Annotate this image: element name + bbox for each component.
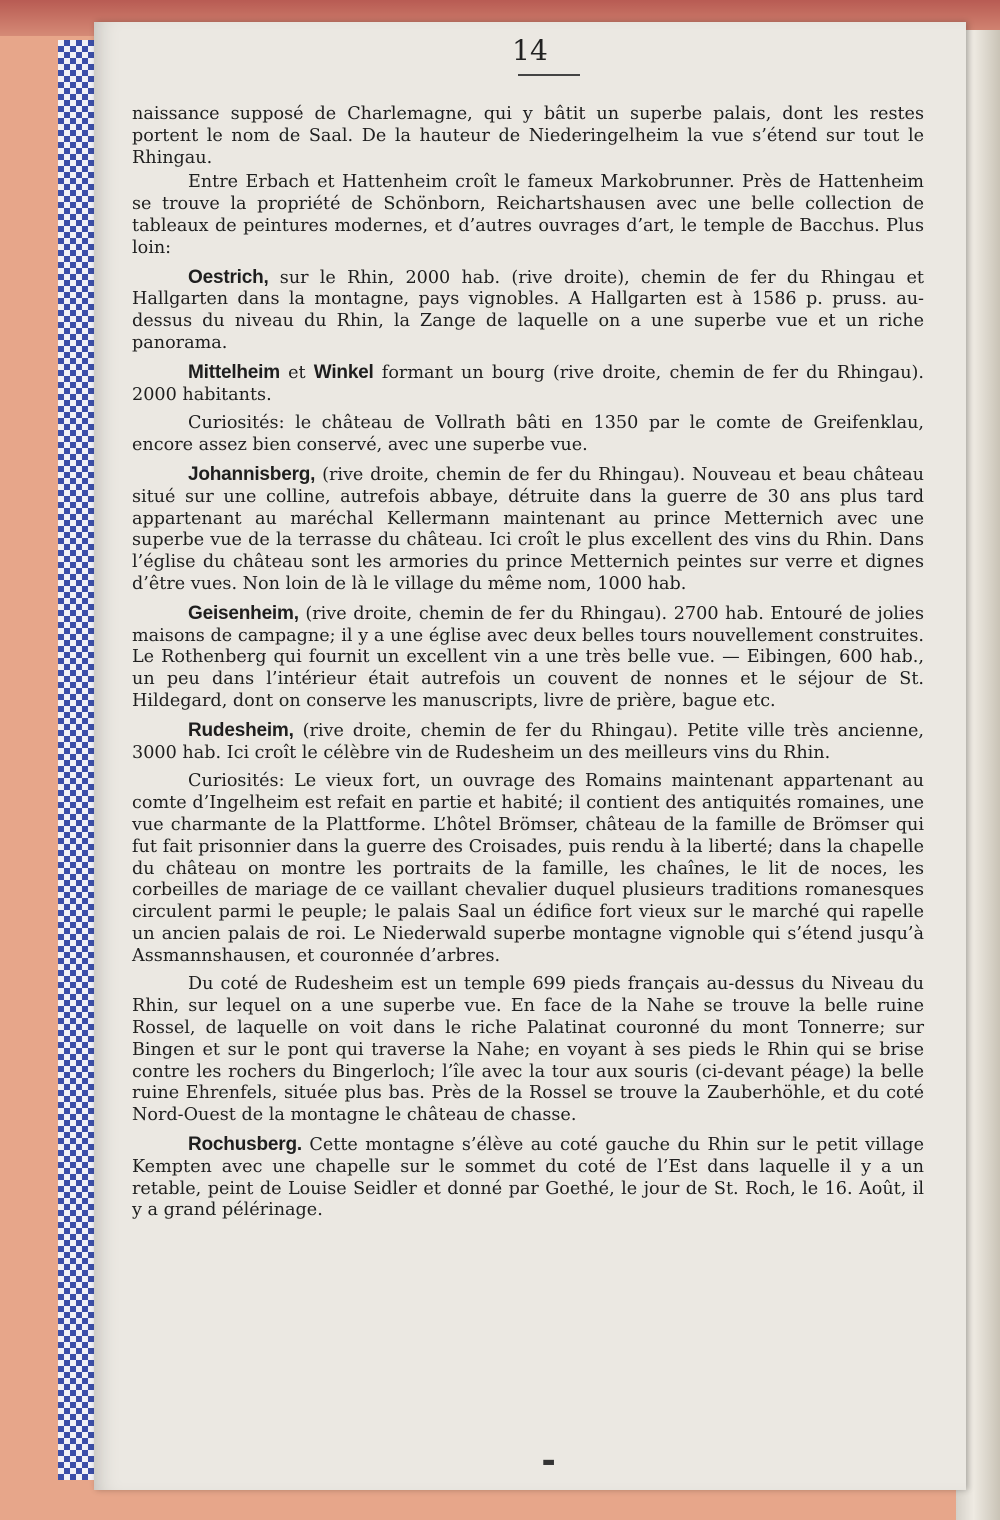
paragraph-johannisberg: Johannisberg, (rive droite, chemin de fer du Rhingau). Nouveau et beau château situé sur une colline, autrefois abbaye, détruite dans la guerre de 30 ans plus tard appartenant au maréchal Kellermann maintenant au prince Metternich avec une superbe vue de la terrasse du château. Ici croît le plus excellent des vins du Rhin. Dans l’église du château sont les armories du prince Metternich peintes sur verre et dignes d’être vues. Non loin de là le village du même nom, 1000 hab. [132,463,924,594]
page-number-rule [518,74,580,76]
checkered-binding [58,40,98,1480]
paragraph-oestrich: Oestrich, sur le Rhin, 2000 hab. (rive droite), chemin de fer du Rhingau et Hallgarten dans la montagne, pays vignobles. A Hallgarten est à 1586 p. pruss. au-dessus du niveau du Rhin, la Zange de laquelle on a une superbe vue et un riche panorama. [132,266,924,353]
paragraph-continuation: naissance supposé de Charlemagne, qui y bâtit un superbe palais, dont les restes portent le nom de Saal. De la hauteur de Niederingelheim la vue s’étend sur tout le Rhingau. [132,104,924,168]
place-name-johannisberg: Johannisberg, [188,463,316,485]
paragraph-rudesheim: Rudesheim, (rive droite, chemin de fer du Rhingau). Petite ville très ancienne, 3000 hab. Ici croît le célèbre vin de Rudesheim un des meilleurs vins du Rhin. [132,719,924,763]
paragraph-curiosites-rudesheim: Curiosités: Le vieux fort, un ouvrage des Romains maintenant appartenant au comte d’Ingelheim est refait en partie et habité; il contient des antiquités romaines, une vue charmante de la Plattforme. L’hôtel Brömser, château de la famille de Brömser qui fut fait prisonnier dans la guerre des Croisades, puis rendu à la liberté; dans la chapelle du château on montre les portraits de la famille, les chaînes, le lit de noces, les corbeilles de mariage de ce vaillant chevalier duquel plusieurs traditions romanesques circulent parmi le peuple; le palais Saal un édifice fort vieux sur le marché qui rapelle un ancien palais de roi. Le Niederwald superbe montagne vignoble qui s’étend jusqu’à Assmannshausen, et couronnée d’arbres. [132,771,924,966]
paragraph-curiosites-vollrath: Curiosités: le château de Vollrath bâti en 1350 par le comte de Greifenklau, encore assez bien conservé, avec une superbe vue. [132,413,924,456]
place-name-winkel: Winkel [313,361,374,383]
book-page [94,22,966,1490]
paragraph-rochusberg: Rochusberg. Cette montagne s’élève au coté gauche du Rhin sur le petit village Kempten avec une chapelle sur le sommet du coté de l’Est dans laquelle il y a un retable, peint de Louise Seidler et donné par Goethé, le jour de St. Roch, le 16. Août, il y a grand pélérinage. [132,1134,924,1221]
page-number: 14 [512,34,548,67]
place-name-rudesheim: Rudesheim, [188,719,294,741]
paragraph-mittelheim: Mittelheim et Winkel formant un bourg (rive droite, chemin de fer du Rhingau). 2000 habitants. [132,361,924,405]
paragraph-geisenheim: Geisenheim, (rive droite, chemin de fer du Rhingau). 2700 hab. Entouré de jolies maisons de campagne; il y a une église avec deux belles tours nouvellement construites. Le Rothenberg qui fournit un excellent vin a une très belle vue. — Eibingen, 600 hab., un peu dans l’intérieur était autrefois un couvent de nonnes et le séjour de St. Hildegard, dont on conserve les manuscripts, livre de prière, bague etc. [132,602,924,711]
paragraph-erbach: Entre Erbach et Hattenheim croît le fameux Markobrunner. Près de Hattenheim se trouve la propriété de Schönborn, Reichartshausen avec une belle collection de tableaux de peintures modernes, et d’autres ouvrages d’art, le temple de Bacchus. Plus loin: [132,172,924,258]
page-text [132,104,924,1225]
paragraph-temple: Du coté de Rudesheim est un temple 699 pieds français au-dessus du Niveau du Rhin, sur lequel on a une superbe vue. En face de la Nahe se trouve la belle ruine Rossel, de laquelle on voit dans le riche Palatinat couronné du mont Tonnerre; sur Bingen et sur le pont qui traverse la Nahe; en voyant à ses pieds le Rhin qui se brise contre les rochers du Bingerloch; l’île avec la tour aux souris (ci-devant péage) la belle ruine Ehrenfels, située plus bas. Près de la Rossel se trouve la Zauberhöhle, et du coté Nord-Ouest de la montagne le château de chasse. [132,974,924,1126]
place-name-oestrich: Oestrich, [188,266,269,288]
ink-mark: ▬ [542,1454,556,1470]
place-name-rochusberg: Rochusberg. [188,1134,302,1156]
place-name-mittelheim: Mittelheim [188,361,280,383]
place-name-geisenheim: Geisenheim, [188,602,299,624]
